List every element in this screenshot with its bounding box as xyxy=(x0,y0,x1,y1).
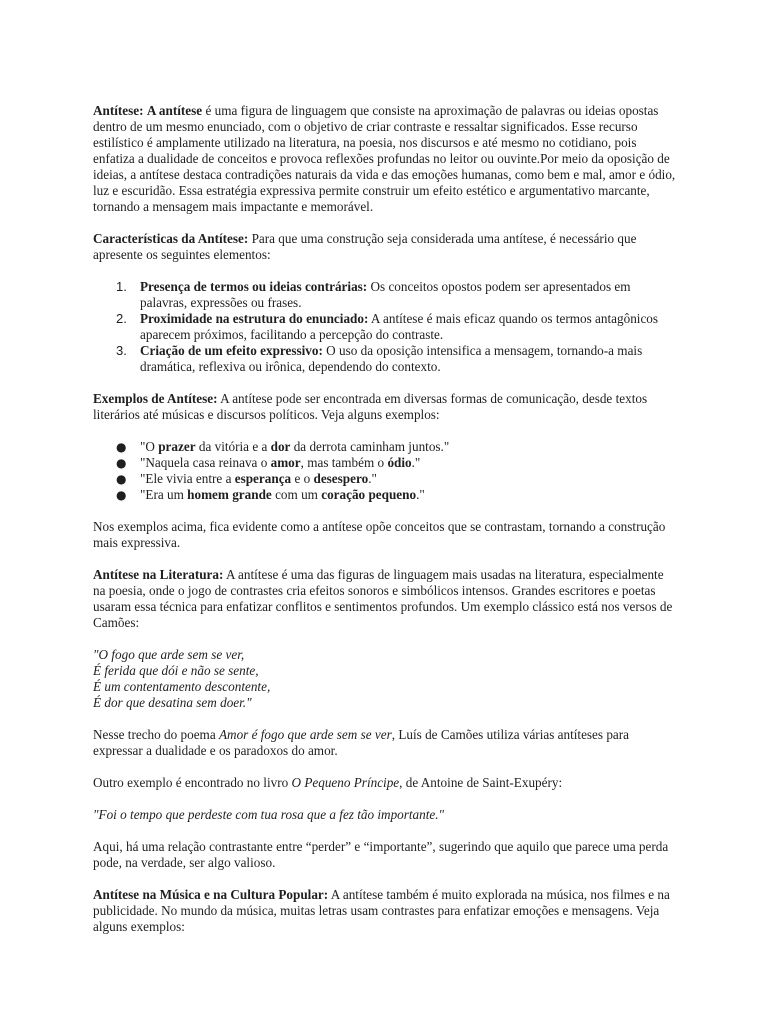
intro-text: é uma figura de linguagem que consiste na aproximação de palavras ou ideias opostas dentro de um mesmo enunciado, com o objetivo de criar contraste e ressaltar significados. Esse recurso estilístico é amplamente utilizado na literatura, na poesia, nos discursos e até mesmo no cotidiano, pois enfatiza a dualidade de conceitos e provoca reflexões profundas no leitor ou ouvinte.Por meio da oposição de ideias, a antítese destaca contradições naturais da vida e das emoções humanas, como bem e mal, amor e ódio, luz e escuridão. Essa estratégia expressiva permite construir um efeito estético e argumentativo marcante, tornando a mensagem mais impactante e memorável. xyxy=(93,103,676,214)
list-item xyxy=(93,439,676,455)
music-paragraph xyxy=(93,887,676,935)
intro-paragraph xyxy=(93,103,676,215)
list-item-text: Os conceitos opostos podem ser apresentados em palavras, expressões ou frases. xyxy=(140,279,631,310)
example-text: da derrota caminham juntos." xyxy=(290,439,450,454)
literature-text: A antítese é uma das figuras de linguagem mais usadas na literatura, especialmente na poesia, onde o jogo de contrastes cria efeitos sonoros e simbólicos intensos. Grandes escritores e poetas usaram essa técnica para enfatizar conflitos e sentimentos profundos. Um exemplo clássico está nos versos de Camões: xyxy=(93,567,673,630)
list-item-text: O uso da oposição intensifica a mensagem, tornando-a mais dramática, reflexiva ou irônica, dependendo do contexto. xyxy=(140,343,643,374)
example-text: da vitória e a xyxy=(195,439,271,454)
bullet-icon: ● xyxy=(116,488,127,502)
poem-line: É um contentamento descontente, xyxy=(93,679,271,694)
other-text: Outro exemplo é encontrado no livro xyxy=(93,775,292,790)
list-item-bold: Presença de termos ou ideias contrárias: xyxy=(140,279,368,294)
list-item-bold: Criação de um efeito expressivo: xyxy=(140,343,323,358)
list-item xyxy=(93,279,676,311)
examples-text: A antítese pode ser encontrada em diversas formas de comunicação, desde textos literários até músicas e discursos políticos. Veja alguns exemplos: xyxy=(93,391,648,422)
example-bold: homem grande xyxy=(187,487,272,502)
characteristics-paragraph xyxy=(93,231,676,263)
list-item xyxy=(93,343,676,375)
list-number: 2. xyxy=(116,311,127,326)
poem-quote xyxy=(93,647,676,711)
example-text: "O xyxy=(140,439,159,454)
document-page xyxy=(93,103,676,951)
example-text: ." xyxy=(411,455,421,470)
music-title: Antítese na Música e na Cultura Popular: xyxy=(93,887,329,902)
example-text: e o xyxy=(291,471,314,486)
list-item-bold: Proximidade na estrutura do enunciado: xyxy=(140,311,369,326)
commentary-text: Nesse trecho do poema xyxy=(93,727,219,742)
other-example xyxy=(93,775,676,791)
other-text: , de Antoine de Saint-Exupéry: xyxy=(399,775,563,790)
example-bold: ódio xyxy=(387,455,412,470)
list-number: 3. xyxy=(116,343,127,358)
example-text: , mas também o xyxy=(300,455,388,470)
literature-paragraph xyxy=(93,567,676,631)
example-bold: esperança xyxy=(234,471,292,486)
examples-list xyxy=(93,439,676,503)
example-text: com um xyxy=(271,487,322,502)
list-item-text: A antítese é mais eficaz quando os termos antagônicos aparecem próximos, facilitando a percepção do contraste. xyxy=(140,311,659,342)
example-text: ." xyxy=(368,471,377,486)
list-item xyxy=(93,455,676,471)
poem-line: É dor que desatina sem doer." xyxy=(93,695,252,710)
list-number: 1. xyxy=(116,279,127,294)
example-bold: coração pequeno xyxy=(321,487,417,502)
examples-paragraph xyxy=(93,391,676,423)
book-quote xyxy=(93,807,676,823)
intro-bold-lead: A antítese xyxy=(146,103,203,118)
characteristics-list xyxy=(93,279,676,375)
poem-title: Amor é fogo que arde sem se ver xyxy=(218,727,392,742)
example-bold: amor xyxy=(270,455,301,470)
bullet-icon: ● xyxy=(116,440,127,454)
example-text: ." xyxy=(416,487,425,502)
poem-commentary xyxy=(93,727,676,759)
characteristics-title: Características da Antítese: xyxy=(93,231,249,246)
quote-explanation: Aqui, há uma relação contrastante entre “perder” e “importante”, sugerindo que aquilo que parece uma perda pode, na verdade, ser algo valioso. xyxy=(93,839,669,870)
examples-title: Exemplos de Antítese: xyxy=(93,391,218,406)
example-bold: dor xyxy=(270,439,291,454)
literature-title: Antítese na Literatura: xyxy=(93,567,224,582)
characteristics-text: Para que uma construção seja considerada uma antítese, é necessário que apresente os seguintes elementos: xyxy=(93,231,637,262)
list-item xyxy=(93,487,676,503)
example-bold: prazer xyxy=(158,439,196,454)
book-title: O Pequeno Príncipe xyxy=(291,775,400,790)
example-text: "Naquela casa reinava o xyxy=(140,455,271,470)
example-text: "Ele vivia entre a xyxy=(140,471,235,486)
poem-line: É ferida que dói e não se sente, xyxy=(93,663,259,678)
quote-text: "Foi o tempo que perdeste com tua rosa que a fez tão importante." xyxy=(93,807,445,822)
poem-line: "O fogo que arde sem se ver, xyxy=(93,647,245,662)
commentary-text: , Luís de Camões utiliza várias antíteses para expressar a dualidade e os paradoxos do amor. xyxy=(93,727,630,758)
bullet-icon: ● xyxy=(116,456,127,470)
intro-title: Antítese: xyxy=(93,103,144,118)
music-text: A antítese também é muito explorada na música, nos filmes e na publicidade. No mundo da música, muitas letras usam contrastes para enfatizar emoções e mensagens. Veja alguns exemplos: xyxy=(93,887,670,934)
bullet-icon: ● xyxy=(116,472,127,486)
list-item xyxy=(93,471,676,487)
example-text: "Era um xyxy=(140,487,188,502)
example-bold: desespero xyxy=(313,471,369,486)
list-item xyxy=(93,311,676,343)
examples-conclusion: Nos exemplos acima, fica evidente como a antítese opõe conceitos que se contrastam, tornando a construção mais expressiva. xyxy=(93,519,666,550)
